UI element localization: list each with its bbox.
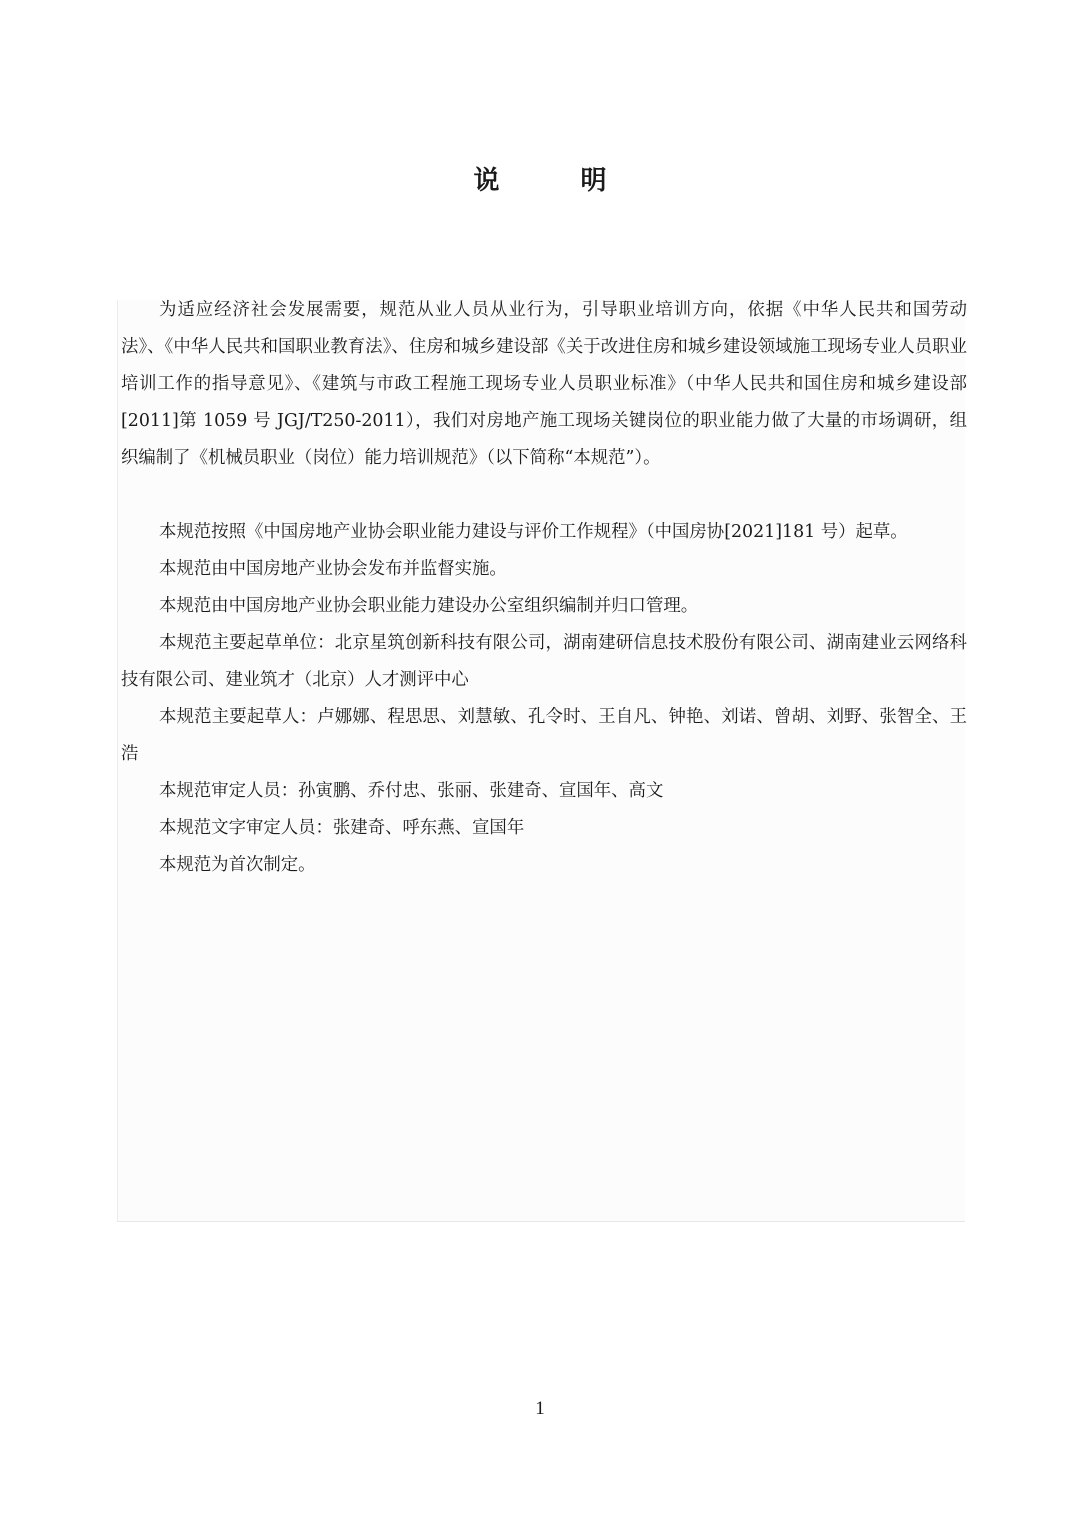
intro-paragraph: 为适应经济社会发展需要，规范从业人员从业行为，引导职业培训方向，依据《中华人民共和国劳动法》、《中华人民共和国职业教育法》、住房和城乡建设部《关于改进住房和城乡建设领域施工现场专业人员职业培训工作的指导意见》、《建筑与市政工程施工现场专业人员职业标准》（中华人民共和国住房和城乡建设部[2011]第 1059 号 JGJ/T250-2011），我们对房地产施工现场关键岗位的职业能力做了大量的市场调研，组织编制了《机械员职业（岗位）能力培训规范》（以下简称“本规范”）。 [121,300,967,468]
page-number: 1 [535,1398,545,1419]
clause-drafting-units: 本规范主要起草单位：北京星筑创新科技有限公司，湖南建研信息技术股份有限公司、湖南建业云网络科技有限公司、建业筑才（北京）人才测评中心 [121,633,967,690]
page-title: 说 明 [473,166,643,196]
clause-first-edition: 本规范为首次制定。 [159,855,316,875]
clause-publisher: 本规范由中国房地产业协会发布并监督实施。 [159,559,507,579]
clause-drafting-basis: 本规范按照《中国房地产业协会职业能力建设与评价工作规程》（中国房协[2021]181 号）起草。 [159,522,908,542]
clause-reviewers: 本规范审定人员：孙寅鹏、乔付忠、张丽、张建奇、宣国年、高文 [159,781,664,801]
clause-list [121,514,967,884]
clause-management: 本规范由中国房地产业协会职业能力建设办公室组织编制并归口管理。 [159,596,699,616]
clause-text-reviewers: 本规范文字审定人员：张建奇、呼东燕、宣国年 [159,818,525,838]
clause-drafters: 本规范主要起草人：卢娜娜、程思思、刘慧敏、孔令时、王自凡、钟艳、刘诺、曾胡、刘野、张智全、王浩 [121,707,967,764]
